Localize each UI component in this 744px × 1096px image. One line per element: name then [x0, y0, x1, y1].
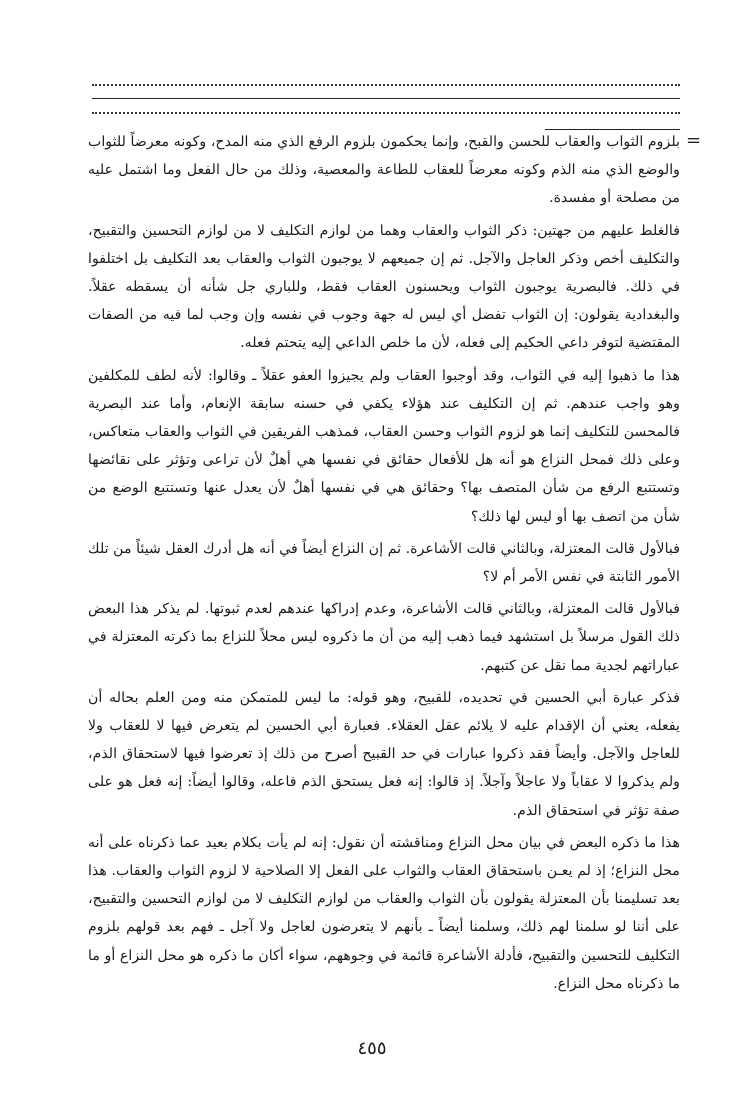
paragraph-5: فبالأول قالت المعتزلة، وبالثاني قالت الأشاعرة، وعدم إدراكها عندهم لعدم ثبوتها. لم يذكر هذا البعض ذلك القول مرسلاً بل استشهد فيما ذهب إليه من أن ما ذكروه ليس محلاً للنزاع بما ذكرته المعتزلة في عباراتهم لجدية مما نقل عن كتبهم.	[88, 601, 680, 674]
paragraph-3: هذا ما ذهبوا إليه في الثواب، وقد أوجبوا العقاب ولم يجيزوا العفو عقلاً ـ وقالوا: لأنه لطف للمكلفين وهو واجب عندهم. ثم إن التكليف عند هؤلاء يكفي في حسنه سابقة الإنعام، وأما عند البصرية فالمحسن للتكليف إنما هو لزوم الثواب وحسن العقاب، فمذهب الفريقين في الثواب والعقاب متعاكس، وعلى ذلك فمحل النزاع هو أنه هل للأفعال حقائق في نفسها هي أهلٌ لأن تراعى وتؤثر على نقائضها وتستتبع الرفع من شأن المتصف بها؟ وحقائق هي في نفسها أهلٌ لأن يعدل عنها وتستتبع الوضع من شأن من اتصف بها أو ليس لها ذلك؟	[88, 367, 680, 525]
top-dotted-border	[92, 84, 680, 86]
paragraph-2: فالغلط عليهم من جهتين: ذكر الثواب والعقاب وهما من لوازم التكليف لا من لوازم التحسين والتقبيح، والتكليف أخص وذكر العاجل والآجل. ثم إن جميعهم لا يوجبون الثواب والعقاب بعد التكليف بل اختلفوا في ذلك. فالبصرية يوجبون الثواب ويحسنون العقاب فقط، وللباري جل شأنه أن يسقطه عقلاً. والبغدادية يقولون: إن الثواب تفضل أي ليس له جهة وجوب في نفسه وإن وجب لما فيه من الصفات المقتضية لتوفر داعي الحكيم إلى فعله، لأن ما خلص الداعي إليه يتحتم فعله.	[88, 222, 680, 352]
bottom-dotted-border	[92, 112, 680, 114]
top-rule	[92, 98, 680, 99]
continuation-mark: =	[686, 130, 702, 151]
paragraph-6: فذكر عبارة أبي الحسين في تحديده، للقبيح، وهو قوله: ما ليس للمتمكن منه ومن العلم بحاله أن يفعله، يعني أن الإقدام عليه لا يلائم عقل العقلاء. فعبارة أبي الحسين لم يتعرض فيها لا للعقاب ولا للعاجل والآجل. وأيضاً فقد ذكروا عبارات في حد القبيح أصرح من ذلك إذ تعرضوا فيها لاستحقاق الذم، ولم يذكروا لا عقاباً ولا عاجلاً وآجلاً. إذ قالوا: إنه فعل يستحق الذم فاعله، وقالوا أيضاً: إنه فعل هو على صفة تؤثر في استحقاق الذم.	[88, 689, 680, 819]
page-number: ٤٥٥	[357, 1038, 387, 1059]
paragraph-4: فبالأول قالت المعتزلة، وبالثاني قالت الأشاعرة. ثم إن النزاع أيضاً في أنه هل أدرك العقل شيئاً من تلك الأمور الثابتة في نفس الأمر أم لا؟	[88, 540, 680, 586]
paragraph-7: هذا ما ذكره البعض في بيان محل النزاع ومناقشته أن نقول: إنه لم يأت بكلام بعيد عما ذكرناه على أنه محل النزاع؛ إذ لم يعـن باستحقاق العقاب والثواب على الفعل إلا الصلاحية لا لزوم الثواب والعقاب. هذا بعد تسليمنا بأن المعتزلة يقولون بأن الثواب والعقاب من لوازم التكليف لا من لوازم التحسين والتقبيح، على أننا لو سلمنا لهم ذلك، وسلمنا أيضاً ـ بأنهم لا يتعرضون لعاجل ولا آجل ـ فهم بعد قولهم بلزوم التكليف للتحسين والتقبيح، فأدلة الأشاعرة قائمة في وجوههم، سواء أكان ما ذكره هو محل النزاع أو ما ما ذكرناه محل النزاع.	[88, 834, 680, 992]
paragraph-1: بلزوم الثواب والعقاب للحسن والقبح، وإنما يحكمون بلزوم الرفع الذي منه المدح، وكونه معرضاً للثواب والوضع الذي منه الذم وكونه معرضاً للعقاب للطاعة والمعصية، وذلك من حال الفعل وما اشتمل عليه من مصلحة أو مفسدة.	[88, 134, 680, 207]
page-body-text	[88, 128, 680, 1002]
